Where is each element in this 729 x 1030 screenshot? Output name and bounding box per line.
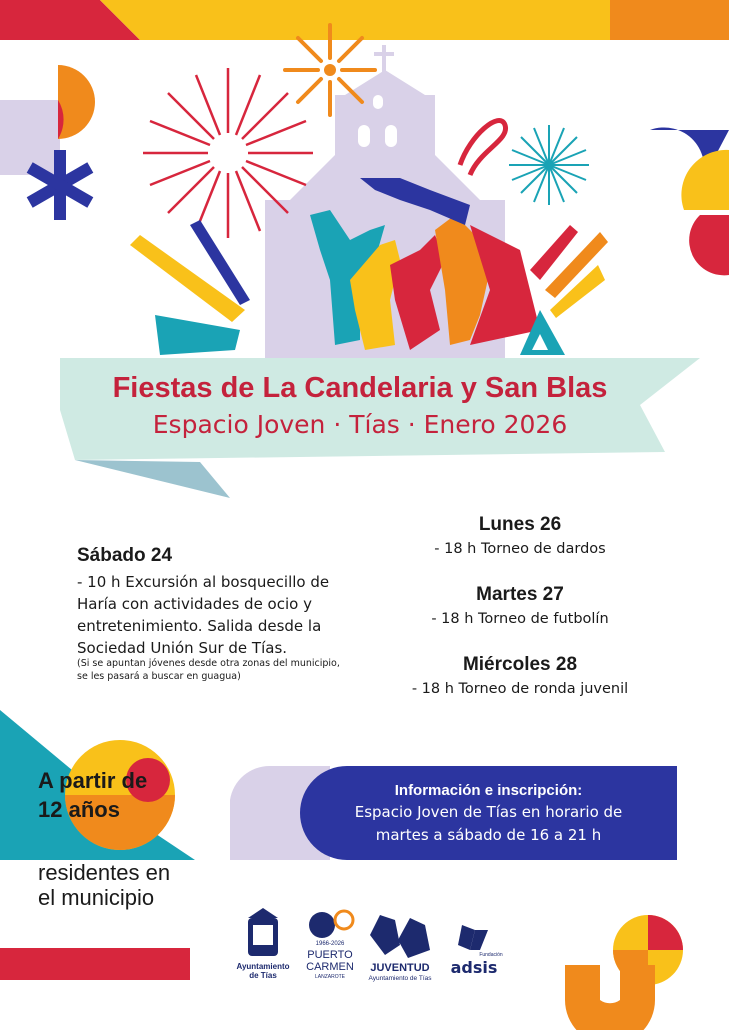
age-line: A partir de: [38, 768, 148, 793]
residents-requirement: [38, 860, 170, 910]
right-deco-shapes: [650, 127, 729, 275]
day-wednesday-heading: Miércoles 28: [462, 654, 578, 675]
top-color-bar: [0, 0, 729, 40]
logo-juventud-line: Ayuntamiento de Tías: [368, 975, 432, 982]
residents-line: el municipio: [38, 885, 155, 910]
logo-ayuntamiento-line: Ayuntamiento: [236, 962, 290, 971]
info-box: [300, 766, 677, 860]
bottom-right-shapes: [565, 915, 683, 1030]
age-requirement: [38, 766, 147, 824]
logo-juventud-line: JUVENTUD: [370, 962, 430, 974]
logo-puerto-line: CARMEN: [306, 961, 354, 973]
logo-adsis-mark: [458, 925, 488, 950]
logo-adsis: [443, 960, 505, 976]
left-deco-shapes: [0, 65, 95, 220]
logo-ayuntamiento-crest: [248, 908, 278, 956]
info-line: martes a sábado de 16 a 21 h: [375, 826, 602, 844]
bus-note: [77, 657, 352, 683]
bus-note-line: se les pasará a buscar en guagua): [77, 671, 241, 682]
left-rays: [130, 220, 250, 355]
day-tuesday-heading: Martes 27: [476, 584, 564, 605]
day-saturday-heading: Sábado 24: [77, 545, 173, 566]
day-monday-heading: Lunes 26: [478, 514, 562, 535]
logo-ayuntamiento: [228, 962, 298, 980]
right-rays: [530, 225, 608, 318]
saturday-line: Sociedad Unión Sur de Tías.: [77, 639, 288, 657]
tuesday-event: - 18 h Torneo de futbolín: [431, 611, 609, 627]
logo-puerto-line: 1966-2026: [315, 941, 345, 947]
monday-event: - 18 h Torneo de dardos: [434, 541, 606, 557]
residents-line: residentes en: [38, 860, 171, 885]
firework-orange: [285, 25, 375, 115]
bus-note-line: (Si se apuntan jóvenes desde otra zonas del municipio,: [77, 658, 340, 669]
logo-juventud-figures: [370, 915, 430, 958]
saturday-description: [77, 571, 345, 659]
info-title: Información e inscripción:: [394, 782, 583, 799]
firework-teal: [509, 125, 589, 205]
event-subtitle: Espacio Joven · Tías · Enero 2026: [152, 410, 568, 439]
saturday-line: - 10 h Excursión al bosquecillo de: [77, 573, 330, 591]
logo-adsis-wordmark: adsis: [450, 958, 498, 977]
red-swirl: [460, 121, 506, 175]
logo-adsis-fundacion: Fundación: [479, 952, 503, 958]
logo-ayuntamiento-line: de Tías: [249, 971, 277, 980]
bottom-left-shapes: [0, 710, 195, 980]
age-line: 12 años: [38, 797, 120, 822]
info-line: Espacio Joven de Tías en horario de: [354, 803, 623, 821]
event-title: Fiestas de La Candelaria y San Blas: [112, 372, 608, 404]
logo-puerto-del-carmen: [300, 940, 360, 982]
logo-puerto-line: PUERTO: [307, 949, 353, 961]
saturday-line: Haría con actividades de ocio y: [77, 595, 312, 613]
logo-puerto-mark: [309, 911, 353, 938]
saturday-line: entretenimiento. Salida desde la: [77, 617, 322, 635]
wednesday-event: - 18 h Torneo de ronda juvenil: [411, 681, 629, 697]
firework-red: [143, 68, 313, 238]
logo-puerto-line: LANZAROTE: [314, 974, 345, 980]
logo-juventud: [360, 962, 440, 983]
